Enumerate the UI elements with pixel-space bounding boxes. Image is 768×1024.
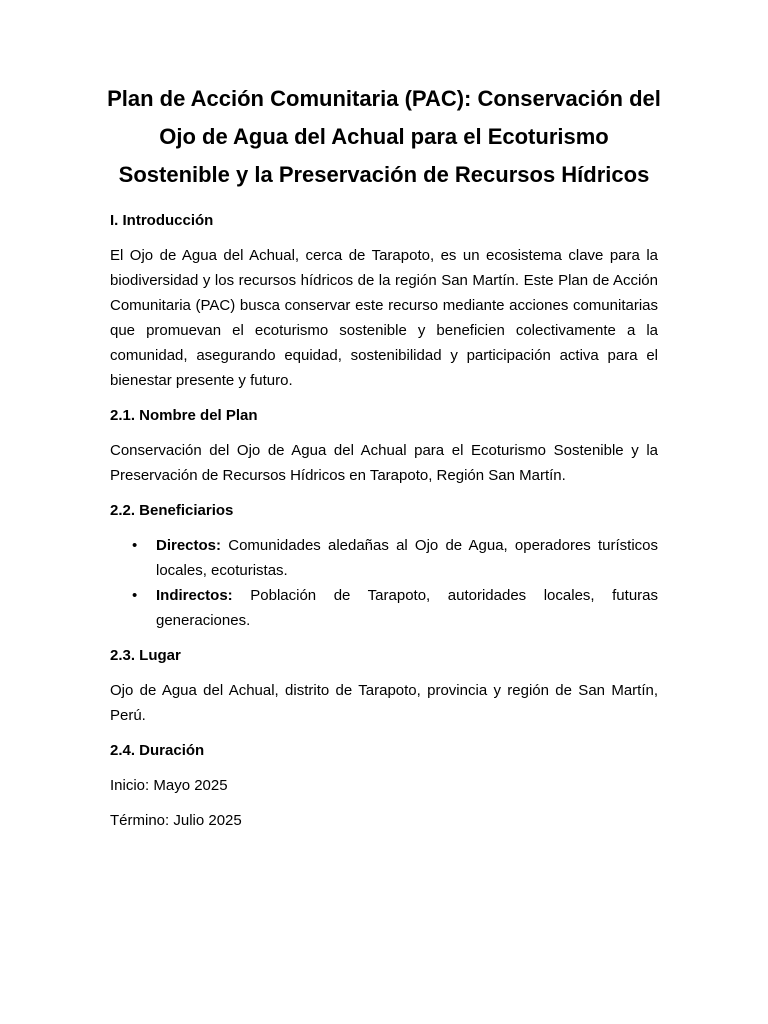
document-title: Plan de Acción Comunitaria (PAC): Conservación del Ojo de Agua del Achual para el Ecoturismo Sostenible y la Preservación de Recursos Hídricos bbox=[107, 86, 661, 187]
beneficiary-text: Comunidades aledañas al Ojo de Agua, operadores turísticos locales, ecoturistas. bbox=[156, 537, 659, 579]
intro-paragraph: El Ojo de Agua del Achual, cerca de Tarapoto, es un ecosistema clave para la biodiversidad y los recursos hídricos de la región San Martín. Este Plan de Acción Comunitaria (PAC) busca conservar este recurso mediante acciones comunitarias que promuevan el ecoturismo sostenible y beneficien colectivamente a la comunidad, asegurando equidad, sostenibilidad y participación activa para el bienestar presente y futuro. bbox=[110, 247, 658, 389]
beneficiaries-list bbox=[110, 533, 658, 633]
section-heading-nombre-del-plan: 2.1. Nombre del Plan bbox=[110, 407, 258, 424]
section-heading-duracion: 2.4. Duración bbox=[110, 742, 205, 759]
list-item-directos bbox=[110, 533, 658, 583]
list-item-indirectos bbox=[110, 583, 658, 633]
place-paragraph: Ojo de Agua del Achual, distrito de Tarapoto, provincia y región de San Martín, Perú. bbox=[110, 682, 658, 724]
section-heading-lugar: 2.3. Lugar bbox=[110, 647, 181, 664]
beneficiary-label: Directos: bbox=[156, 537, 222, 554]
beneficiary-text: Población de Tarapoto, autoridades locales, futuras generaciones. bbox=[156, 587, 658, 629]
bullet-icon: • bbox=[132, 587, 138, 604]
plan-name-paragraph: Conservación del Ojo de Agua del Achual para el Ecoturismo Sostenible y la Preservación de Recursos Hídricos en Tarapoto, Región San Martín. bbox=[110, 442, 658, 484]
bullet-icon: • bbox=[132, 537, 138, 554]
document-page bbox=[107, 80, 661, 833]
beneficiary-label: Indirectos: bbox=[156, 587, 233, 604]
section-heading-introduccion: I. Introducción bbox=[110, 212, 214, 229]
section-heading-beneficiarios: 2.2. Beneficiarios bbox=[110, 502, 234, 519]
duration-start: Inicio: Mayo 2025 bbox=[110, 777, 228, 794]
duration-end: Término: Julio 2025 bbox=[110, 812, 242, 829]
